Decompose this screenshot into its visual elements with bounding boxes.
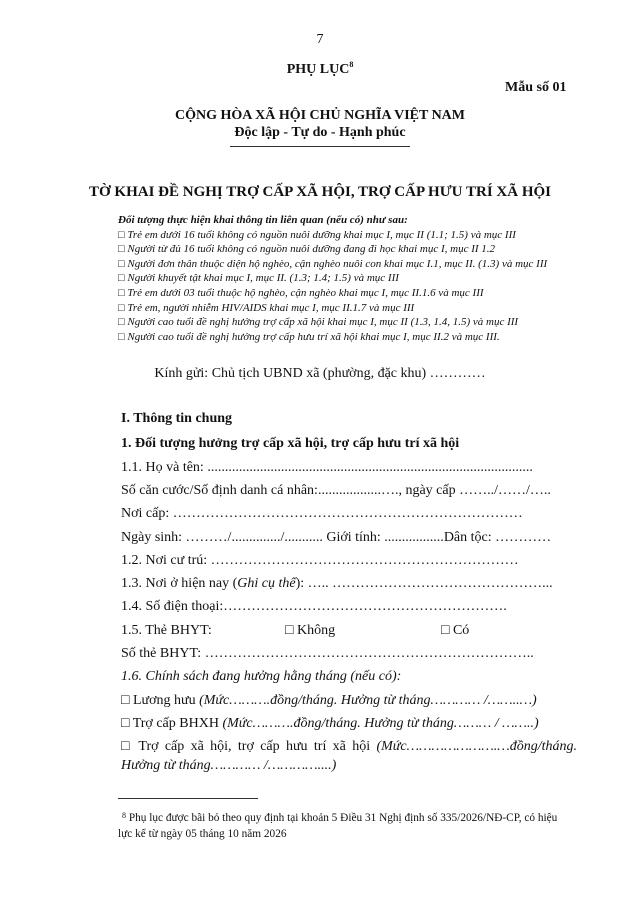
section-subtitle: 1. Đối tượng hưởng trợ cấp xã hội, trợ cấp hưu trí xã hội xyxy=(121,436,460,451)
salutation: Kính gửi: Chủ tịch UBND xã (phường, đặc khu) ………… xyxy=(154,366,486,381)
subject-item[interactable]: □ Trẻ em dưới 16 tuổi không có nguồn nuôi dưỡng khai mục I, mục II (1.1; 1.5) và mục III xyxy=(118,228,516,241)
subjects-heading: Đối tượng thực hiện khai thông tin liên quan (nếu có) như sau: xyxy=(118,214,408,226)
ethnicity-field[interactable]: Dân tộc: ………… xyxy=(443,530,552,545)
footnote-text: Phụ lục được bãi bỏ theo quy định tại khoản 5 Điều 31 Nghị định số 335/2026/NĐ-CP, có hiệu lực kể từ ngày 05 tháng 10 năm 2026 xyxy=(118,812,558,840)
form-title: TỜ KHAI ĐỀ NGHỊ TRỢ CẤP XÃ HỘI, TRỢ CẤP HƯU TRÍ XÃ HỘI xyxy=(88,184,551,200)
page-number: 7 xyxy=(316,32,324,47)
insurance-yes-checkbox[interactable]: □ Có xyxy=(441,623,470,638)
social-insurance-checkbox[interactable] xyxy=(121,716,539,732)
social-allowance-detail: (Mức………………….…đồng/tháng. xyxy=(376,739,577,754)
subject-item[interactable]: □ Người đơn thân thuộc diện hộ nghèo, cận nghèo nuôi con khai mục I.1, mục II. (1.3) và mục III xyxy=(118,257,548,270)
pension-label: □ Lương hưu xyxy=(121,693,200,708)
pension-detail: (Mức……….đồng/tháng. Hưởng từ tháng………… /……..…) xyxy=(199,693,537,708)
subject-item[interactable]: □ Người cao tuổi đề nghị hưởng trợ cấp xã hội khai mục I, mục II (1.3, 1.4, 1.5) và mục III xyxy=(118,316,519,329)
subject-item[interactable]: □ Người từ đủ 16 tuổi không có nguồn nuôi dưỡng đang đi học khai mục I, mục II 1.2 xyxy=(118,243,496,256)
subject-item[interactable]: □ Người khuyết tật khai mục I, mục II. (1.3; 1.4; 1.5) và mục III xyxy=(118,272,399,285)
appendix-title xyxy=(0,62,640,78)
social-insurance-label: □ Trợ cấp BHXH xyxy=(121,716,223,731)
dob-field[interactable]: Ngày sinh: ………/............../........... xyxy=(121,530,327,545)
social-allowance-detail-continued: Hưởng từ tháng………… /…………....) xyxy=(121,758,337,773)
footnote xyxy=(118,810,570,842)
social-allowance-label: □ Trợ cấp xã hội, trợ cấp hưu trí xã hội xyxy=(121,739,377,754)
current-address-prefix: 1.3. Nơi ở hiện nay ( xyxy=(121,576,238,591)
residence-field[interactable]: 1.2. Nơi cư trú: ………………………………………………………… xyxy=(121,553,519,568)
insurance-number-field[interactable]: Số thẻ BHYT: …………………………………………………………….. xyxy=(121,646,534,661)
footnote-separator xyxy=(118,798,258,799)
insurance-card-label: 1.5. Thẻ BHYT: xyxy=(121,623,212,638)
subject-item[interactable]: □ Trẻ em, người nhiễm HIV/AIDS khai mục I, mục II.1.7 và mục III xyxy=(118,301,415,314)
footnote-number: 8 xyxy=(122,811,126,820)
policy-heading: 1.6. Chính sách đang hưởng hằng tháng (nếu có): xyxy=(121,669,402,684)
gender-field[interactable]: Giới tính: ................. xyxy=(326,530,444,545)
national-motto: Độc lập - Tự do - Hạnh phúc xyxy=(234,125,406,140)
subject-item[interactable]: □ Trẻ em dưới 03 tuổi thuộc hộ nghèo, cận nghèo khai mục I, mục II.1.6 và mục III xyxy=(118,286,484,299)
social-insurance-detail: (Mức……….đồng/tháng. Hưởng từ tháng……… / ……..) xyxy=(222,716,539,731)
current-address-field[interactable] xyxy=(121,576,553,592)
full-name-field[interactable]: 1.1. Họ và tên: ............................................................................................. xyxy=(121,460,533,475)
appendix-footnote-ref: 8 xyxy=(349,60,354,69)
issued-place-field[interactable]: Nơi cấp: ………………………………………………………………… xyxy=(121,506,523,521)
subject-item[interactable]: □ Người cao tuổi đề nghị hưởng trợ cấp hưu trí xã hội khai mục I, mục II.2 và mục III. xyxy=(118,330,500,343)
phone-field[interactable]: 1.4. Số điện thoại:……………………………………………………. xyxy=(121,599,507,614)
form-number: Mẫu số 01 xyxy=(505,80,567,95)
dob-gender-ethnicity-row xyxy=(121,530,551,546)
id-number-field[interactable]: Số căn cước/Số định danh cá nhân:..................…., ngày cấp ……../……/….. xyxy=(121,483,551,498)
republic-header: CỘNG HÒA XÃ HỘI CHỦ NGHĨA VIỆT NAM xyxy=(174,108,465,123)
motto-underline xyxy=(230,146,410,147)
subjects-list xyxy=(118,213,547,344)
appendix-title-text: PHỤ LỤC xyxy=(286,62,350,77)
social-allowance-checkbox[interactable] xyxy=(121,739,577,755)
insurance-no-checkbox[interactable]: □ Không xyxy=(285,623,336,638)
section-title: I. Thông tin chung xyxy=(121,411,233,426)
current-address-suffix: ): ….. ………………………………………... xyxy=(295,576,553,591)
pension-checkbox[interactable] xyxy=(121,693,537,709)
current-address-note: Ghi cụ thể xyxy=(237,576,296,591)
